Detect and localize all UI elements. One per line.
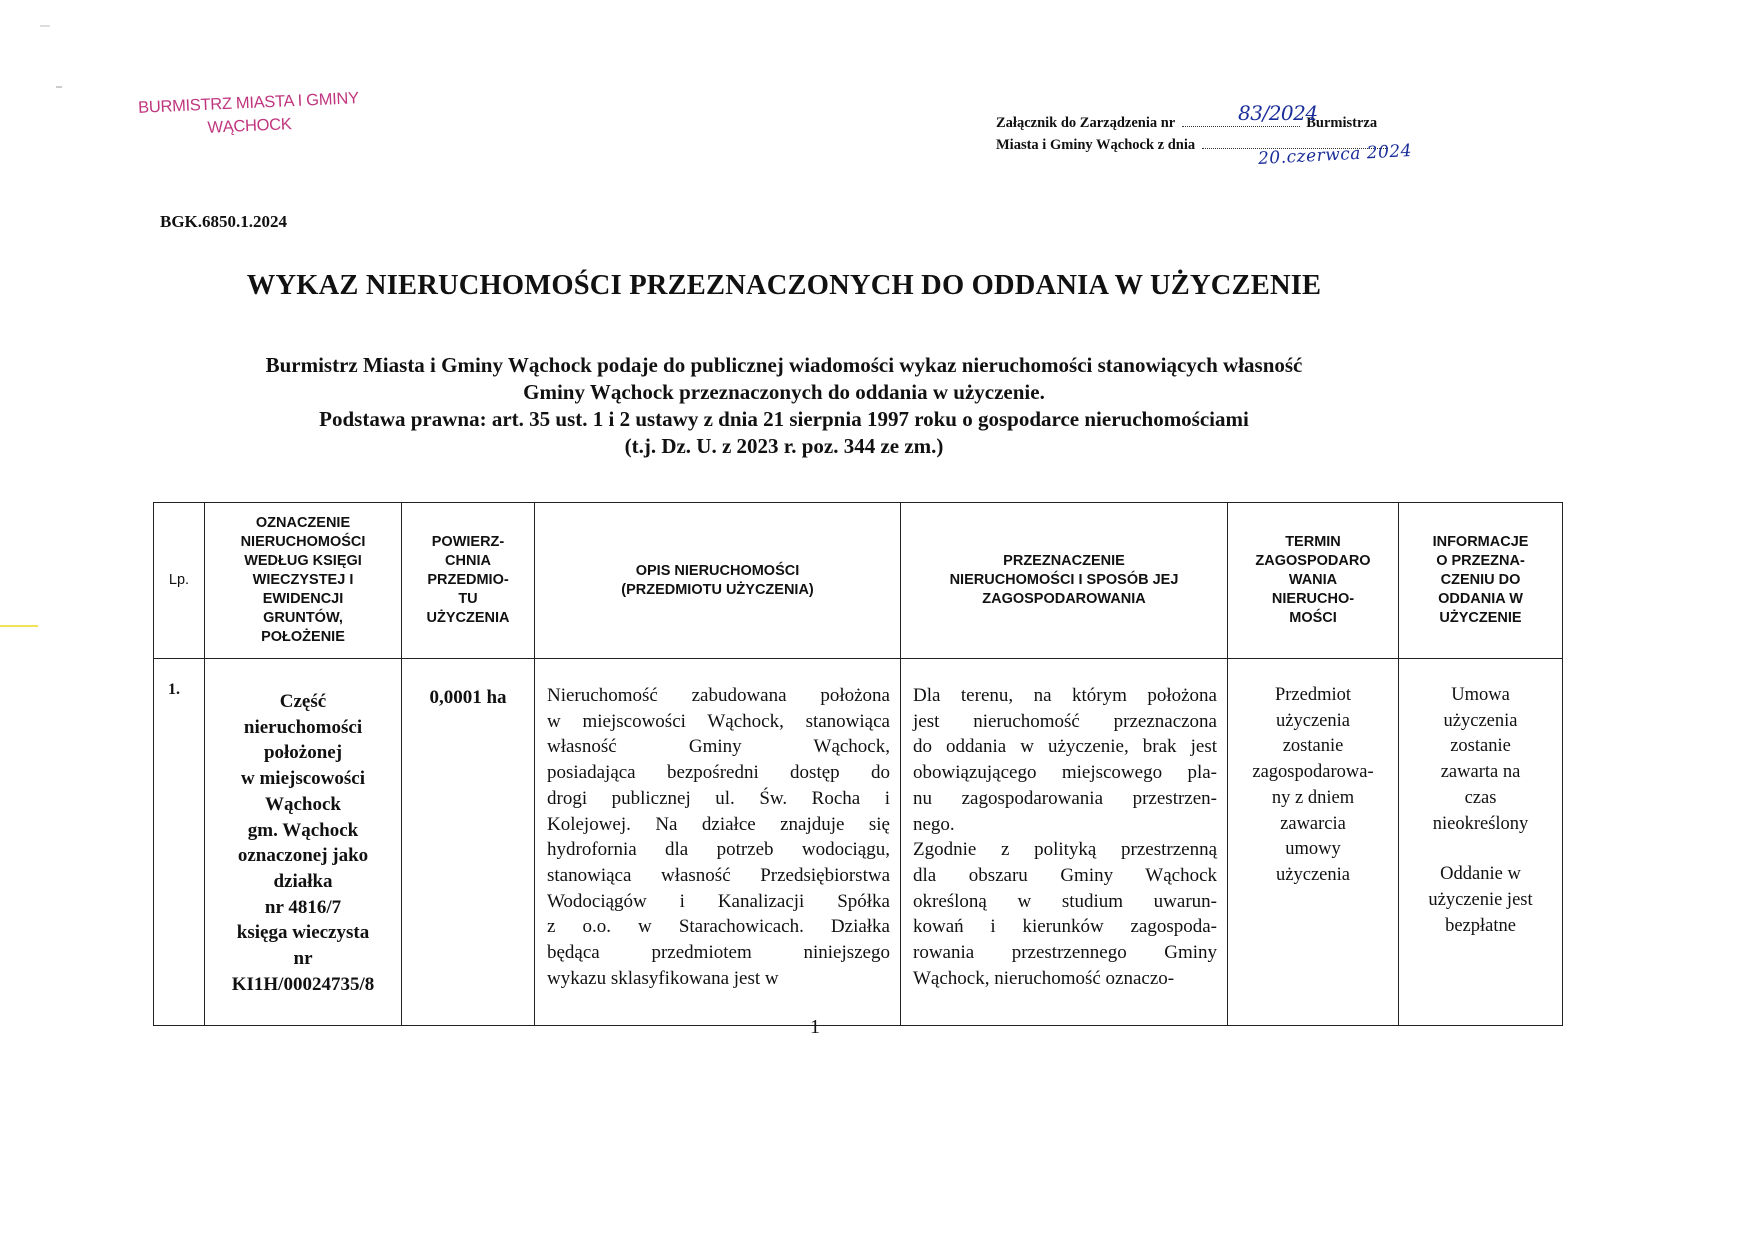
text-line: KI1H/00024735/8 [231,973,375,995]
legal-basis-line-1: Podstawa prawna: art. 35 ust. 1 i 2 ustawy z dnia 21 sierpnia 1997 roku o gospodarce nieruchomościami [319,407,1249,431]
text-line: Kolejowej. Na działce znajduje się [547,813,890,835]
text-line: użyczenia [1276,710,1350,731]
page-title: WYKAZ NIERUCHOMOŚCI PRZEZNACZONYCH DO ODDANIA W UŻYCZENIE [246,270,1322,301]
text-line: ny z dniem [1271,787,1355,808]
text-line: księga wieczysta [236,922,370,944]
text-line: Przedmiot [1274,685,1352,705]
text-line: ZAGOSPODAROWANIA [982,591,1146,607]
text-line: UŻYCZENIE [1439,610,1522,626]
handwritten-order-number: 83/2024 [1238,101,1318,125]
mayor-stamp [117,86,381,143]
cell-purpose [901,659,1228,1026]
text-line: GRUNTÓW, [263,610,343,626]
text-line: Część [279,691,327,712]
text-line: NIERUCHOMOŚCI I SPOSÓB JEJ [949,572,1179,588]
text-line: hydrofornia dla potrzeb wodociągu, [547,839,890,861]
text-line: nr [293,948,313,970]
announcement-text [0,352,1568,460]
annex-line-2-prefix: Miasta i Gminy Wąchock z dnia [996,137,1196,153]
document-number: BGK.6850.1.2024 [160,212,288,231]
text-line: nieruchomości [243,716,363,738]
text-line: NIERUCHO- [1271,591,1355,607]
header-purpose [901,503,1228,659]
text-line: nu zagospodarowania przestrzen- [913,787,1217,809]
text-line: Wodociągów i Kanalizacji Spółka [547,890,890,912]
property-registry-table [153,502,1563,1026]
text-line: zostanie [1282,736,1344,757]
header-area [402,503,535,659]
text-line: posiadająca bezpośredni dostęp do [547,762,890,784]
annex-reference [996,101,1466,170]
text-line: do oddania w użyczenie, brak jest [913,736,1217,758]
text-line: TU [458,591,478,607]
text-line: CZENIU DO [1440,572,1521,588]
info-spacer [1399,837,1562,862]
text-line: CHNIA [445,553,491,569]
text-line: MOŚCI [1289,610,1337,626]
announcement-line-1: Burmistrz Miasta i Gminy Wąchock podaje do publicznej wiadomości wykaz nieruchomości stanowiących własność [265,353,1303,377]
text-line: zawarta na [1440,762,1521,783]
annex-line-1-suffix: Burmistrza [1306,115,1378,131]
text-line: (PRZEDMIOTU UŻYCZENIA) [621,581,814,598]
page-number: 1 [810,1016,820,1038]
text-line: Wąchock, nieruchomość oznaczo- [913,967,1175,989]
header-lp: Lp. [154,503,205,659]
table-row [154,659,1563,1026]
text-line: działka [273,870,333,892]
text-line: WEDŁUG KSIĘGI [244,553,362,569]
info-agreement-term [1399,683,1562,837]
text-line: użyczenia [1443,710,1518,731]
text-line: UŻYCZENIA [426,610,510,626]
text-line: z o.o. w Starachowicach. Działka [547,916,890,938]
text-line: użyczenie jest [1428,889,1533,910]
cell-info [1399,659,1563,1026]
text-line: nieokreślony [1432,813,1529,834]
info-free-of-charge [1399,862,1562,939]
text-line: umowy [1285,839,1341,860]
annex-line-2 [996,134,1466,170]
text-line: OZNACZENIE [255,515,351,531]
text-line: obowiązującego miejscowego pla- [913,762,1217,784]
handwritten-date: 20.czerwca 2024 [1257,140,1413,170]
text-line: NIERUCHOMOŚCI [240,534,366,550]
stamp-line-2: WĄCHOCK [207,115,292,137]
text-line: POŁOŻENIE [261,629,345,645]
text-line: rowania przestrzennego Gminy [913,942,1217,964]
text-line: określoną w studium uwarun- [913,890,1217,912]
scan-artifact [56,86,62,88]
scan-artifact [40,25,50,27]
header-description [535,503,901,659]
text-line: zagospodarowa- [1252,762,1374,783]
text-line: użyczenia [1276,864,1350,885]
text-line: jest nieruchomość przeznaczona [913,710,1217,732]
text-line: EWIDENCJI [262,591,344,607]
text-line: POWIERZ- [431,534,505,550]
text-line: własność Gminy Wąchock, [547,736,890,758]
cell-description [535,659,901,1026]
text-line: Dla terenu, na którym położona [913,685,1217,706]
text-line: w miejscowości [241,768,365,790]
announcement-line-2: Gminy Wąchock przeznaczonych do oddania w użyczenie. [523,380,1045,404]
text-line: WANIA [1288,572,1338,588]
text-line: nego. [913,813,955,835]
annex-line-1 [996,101,1466,134]
text-line: INFORMACJE [1432,534,1529,550]
text-line: PRZEZNACZENIE [1003,553,1125,569]
text-line: czas [1464,787,1497,808]
text-line: TERMIN [1285,534,1341,550]
text-line: OPIS NIERUCHOMOŚCI [635,562,800,579]
text-line: ODDANIA W [1438,591,1523,607]
legal-basis-line-2: (t.j. Dz. U. z 2023 r. poz. 344 ze zm.) [624,434,944,458]
stamp-line-1: BURMISTRZ MIASTA I GMINY [137,89,360,117]
text-line: stanowiąca własność Przedsiębiorstwa [547,864,890,886]
text-line: Umowa [1451,685,1510,705]
text-line: dla obszaru Gminy Wąchock [913,864,1217,886]
text-line: gm. Wąchock [247,819,359,841]
text-line: oznaczonej jako [237,845,369,867]
text-line: Wąchock [265,793,341,815]
header-info [1399,503,1563,659]
text-line: kowań i kierunków zagospoda- [913,916,1217,938]
text-line: położonej [263,742,343,764]
text-line: wykazu sklasyfikowana jest w [547,967,779,989]
cell-designation [205,659,402,1026]
text-line: PRZEDMIO- [427,572,509,588]
text-line: bezpłatne [1445,915,1516,936]
header-designation [205,503,402,659]
header-term [1228,503,1399,659]
cell-term [1228,659,1399,1026]
text-line: O PRZEZNA- [1436,553,1525,569]
text-line: nr 4816/7 [264,896,342,918]
cell-area: 0,0001 ha [402,659,535,1026]
text-line: Zgodnie z polityką przestrzenną [913,839,1217,861]
text-line: w miejscowości Wąchock, stanowiąca [547,710,890,732]
text-line: będąca przedmiotem niniejszego [547,942,890,964]
text-line: Nieruchomość zabudowana położona [547,685,890,706]
text-line: zawarcia [1280,813,1346,834]
text-line: zostanie [1450,736,1511,757]
annex-line-1-prefix: Załącznik do Zarządzenia nr [996,115,1175,131]
text-line: ZAGOSPODARO [1255,553,1371,569]
table-header-row [154,503,1563,659]
cell-lp: 1. [154,659,205,1026]
text-line: drogi publicznej ul. Św. Rocha i [547,787,890,809]
text-line: WIECZYSTEJ I [252,572,354,588]
text-line: Oddanie w [1440,864,1521,885]
scan-artifact [0,625,38,627]
